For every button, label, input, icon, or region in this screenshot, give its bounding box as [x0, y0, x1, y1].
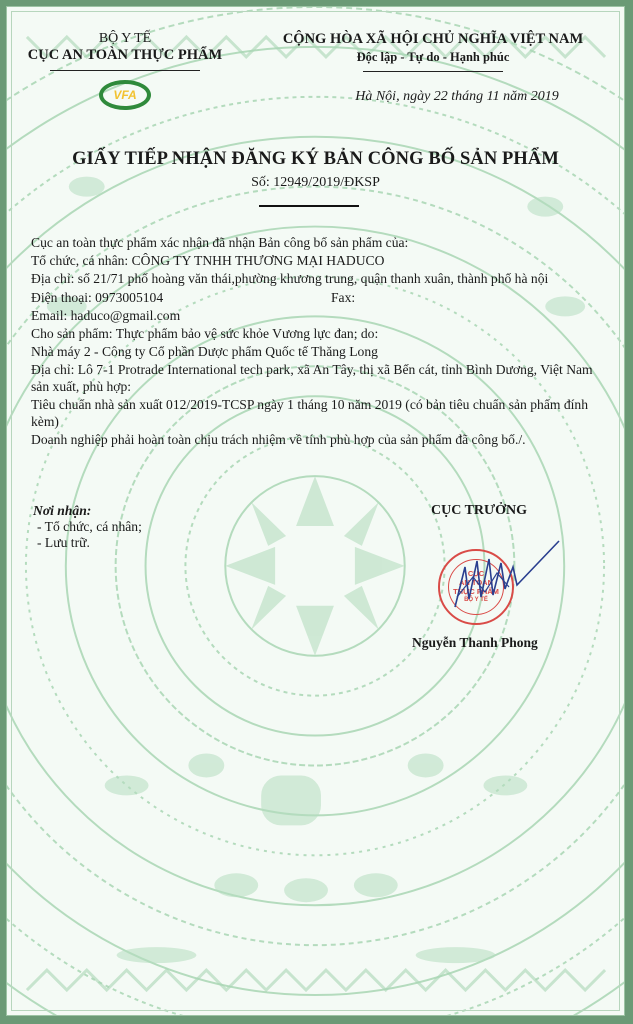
organization-line: Tổ chức, cá nhân: CÔNG TY TNHH THƯƠNG MẠI HADUCO — [31, 253, 385, 269]
standard-line: Tiêu chuẩn nhà sản xuất 012/2019-TCSP ngày 1 tháng 10 năm 2019 (có bản tiêu chuẩn sản phẩm đính kèm) — [31, 397, 589, 429]
intro-line: Cục an toàn thực phẩm xác nhận đã nhận Bản công bố sản phẩm của: — [31, 235, 409, 250]
recipient-item: - Lưu trữ. — [37, 535, 90, 550]
seal-text: THỰC PHẨM — [453, 587, 499, 596]
nation-name: CỘNG HÒA XÃ HỘI CHỦ NGHĨA VIỆT NAM — [282, 31, 584, 47]
issuing-agency-header — [25, 31, 225, 71]
seal-text: AN TOÀN — [458, 578, 494, 587]
manufacturer-line: Nhà máy 2 - Công ty Cổ phần Dược phẩm Quốc tế Thăng Long — [31, 344, 378, 360]
manufacturer-address-line: Địa chỉ: Lô 7-1 Protrade International tech park, xã An Tây, thị xã Bến cát, tỉnh Bình Dương, Việt Nam sản xuất, phù hợp: — [31, 362, 593, 394]
logo-text: VFA — [113, 88, 137, 102]
document-title: GIẤY TIẾP NHẬN ĐĂNG KÝ BẢN CÔNG BỐ SẢN PHẨM — [72, 149, 559, 169]
seal-text: CỤC — [467, 569, 485, 578]
title-underline — [259, 205, 359, 207]
header-underline — [50, 70, 200, 71]
motto-underline — [363, 71, 503, 72]
recipient-item: - Tổ chức, cá nhân; — [37, 519, 142, 534]
issue-date: Hà Nội, ngày 22 tháng 11 năm 2019 — [355, 89, 559, 104]
signer-title: CỤC TRƯỞNG — [431, 503, 528, 518]
handwritten-signature-icon — [447, 537, 567, 617]
fax: Fax: — [331, 289, 356, 305]
responsibility-line: Doanh nghiệp phải hoàn toàn chịu trách nhiệm về tính phù hợp của sản phẩm đã công bố./. — [31, 431, 526, 447]
recipients-heading: Nơi nhận: — [33, 503, 92, 518]
contact-line — [31, 290, 611, 307]
product-line: Cho sản phẩm: Thực phẩm bảo vệ sức khỏe Vương lực đan; do: — [31, 325, 379, 341]
national-motto: Độc lập - Tự do - Hạnh phúc — [356, 50, 510, 64]
seal-text: BỘ Y TẾ — [464, 597, 488, 603]
ministry-name: BỘ Y TẾ — [98, 31, 152, 46]
document-number: Số: 12949/2019/ĐKSP — [251, 175, 380, 190]
agency-name: CỤC AN TOÀN THỰC PHẨM — [27, 47, 223, 63]
email-line: Email: haduco@gmail.com — [31, 307, 181, 323]
signer-name: Nguyễn Thanh Phong — [412, 635, 538, 650]
national-header — [243, 31, 623, 72]
vfa-logo-icon — [99, 80, 151, 110]
recipients-block — [33, 503, 142, 551]
certificate-document — [6, 6, 625, 1016]
document-body — [31, 235, 611, 450]
phone: Điện thoại: 0973005104 — [31, 289, 164, 305]
address-line: Địa chỉ: số 21/71 phố hoàng văn thái,phường khương trung, quận thanh xuân, thành phố hà nội — [31, 271, 549, 287]
